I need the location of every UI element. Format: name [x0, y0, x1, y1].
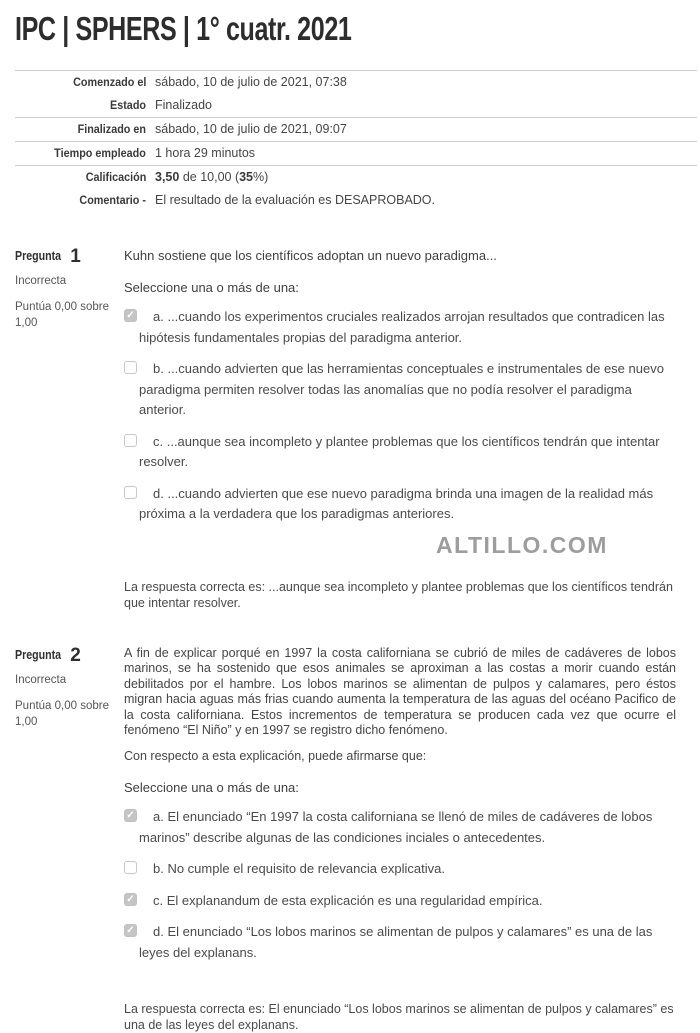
summary-label: Finalizado en	[15, 122, 146, 137]
attempt-summary-table	[15, 70, 697, 212]
summary-value: sábado, 10 de julio de 2021, 09:07	[146, 122, 347, 137]
page-title: IPC | SPHERS | 1° cuatr. 2021	[15, 10, 351, 48]
correct-answer-text: La respuesta correcta es: El enunciado “Los lobos marinos se alimentan de pulpos y calamares” es una de las leyes del explanans.	[124, 1001, 676, 1033]
grade-value: 3,50 de 10,00 (35%)	[146, 170, 268, 185]
summary-row-grade	[15, 165, 697, 189]
check-icon: ✓	[125, 894, 136, 905]
option-b	[124, 359, 676, 421]
select-prompt: Seleccione una o más de una:	[124, 280, 676, 295]
question-number: Pregunta 2	[15, 645, 124, 667]
summary-label: Calificación	[15, 170, 146, 185]
option-text: a. El enunciado “En 1997 la costa californiana se llenó de miles de cadáveres de lobos marinos” describe algunas de las condiciones inciales o antecedentes.	[139, 807, 676, 848]
summary-row-feedback	[15, 189, 697, 212]
option-a	[124, 307, 676, 348]
question-2-options	[124, 807, 676, 963]
option-text: b. ...cuando advierten que las herramientas conceptuales e instrumentales de ese nuevo paradigma permiten resolver todas las anomalías que no podía resolver el paradigma anterior.	[139, 359, 676, 421]
option-text: c. El explanandum de esta explicación es una regularidad empírica.	[139, 891, 676, 912]
option-text: c. ...aunque sea incompleto y plantee problemas que los científicos tendrán que intentar resolver.	[139, 432, 676, 473]
checkbox-option-d[interactable]	[124, 486, 137, 499]
summary-value: 1 hora 29 minutos	[146, 146, 255, 161]
page-header	[0, 0, 700, 48]
checkbox-option-c[interactable]	[124, 893, 137, 906]
checkbox-option-a[interactable]	[124, 309, 137, 322]
checkbox-option-a[interactable]	[124, 809, 137, 822]
question-2	[15, 645, 700, 1033]
question-1-info	[15, 246, 124, 611]
question-2-content	[124, 645, 682, 1033]
question-points: Puntúa 0,00 sobre 1,00	[15, 698, 115, 730]
option-text: d. El enunciado “Los lobos marinos se alimentan de pulpos y calamares” es una de las leyes del explanans.	[139, 922, 676, 963]
checkbox-option-b[interactable]	[124, 861, 137, 874]
summary-row-time-taken	[15, 141, 697, 165]
question-points: Puntúa 0,00 sobre 1,00	[15, 299, 115, 331]
summary-row-completed	[15, 117, 697, 141]
question-1	[15, 246, 700, 611]
correct-answer-text: La respuesta correcta es: ...aunque sea incompleto y plantee problemas que los científicos tendrán que intentar resolver.	[124, 579, 676, 611]
option-text: b. No cumple el requisito de relevancia explicativa.	[139, 859, 676, 880]
summary-value: sábado, 10 de julio de 2021, 07:38	[146, 75, 347, 90]
question-state: Incorrecta	[15, 674, 124, 686]
summary-label: Comentario -	[15, 193, 146, 208]
option-c	[124, 432, 676, 473]
grade-score: 3,50	[155, 170, 179, 184]
question-1-options	[124, 307, 676, 525]
summary-label: Estado	[15, 98, 146, 113]
select-prompt: Seleccione una o más de una:	[124, 780, 676, 795]
option-text: a. ...cuando los experimentos cruciales realizados arrojan resultados que contradicen las hipótesis fundamentales propias del paradigma anterior.	[139, 307, 676, 348]
summary-row-started	[15, 70, 697, 94]
checkbox-option-d[interactable]	[124, 924, 137, 937]
checkbox-option-b[interactable]	[124, 361, 137, 374]
checkbox-option-c[interactable]	[124, 434, 137, 447]
summary-value: Finalizado	[146, 98, 212, 113]
summary-value: El resultado de la evaluación es DESAPROBADO.	[146, 193, 435, 208]
question-text: Kuhn sostiene que los científicos adoptan un nuevo paradigma...	[124, 247, 676, 264]
check-icon: ✓	[125, 925, 136, 936]
option-d	[124, 922, 676, 963]
question-subtext: Con respecto a esta explicación, puede afirmarse que:	[124, 749, 676, 765]
grade-percent: 35	[239, 170, 253, 184]
option-b	[124, 859, 676, 880]
summary-row-state	[15, 94, 697, 117]
option-a	[124, 807, 676, 848]
question-text: A fin de explicar porqué en 1997 la costa californiana se cubrió de miles de cadáveres de lobos marinos, se ha sostenido que esos animales se aproximan a las costas a morir cuando están debilitados por el hambre. Los lobos marinos se alimentan de pulpos y calamares, pero éstos migran hacia aguas más frias cuando aumenta la temperatura de las aguas del océano Pacifico de la costa californiana. Estos incrementos de temperatura se producen cada vez que ocurre el fenómeno “El Niño” y en 1997 se registro dicho fenómeno.	[124, 646, 676, 739]
summary-label: Comenzado el	[15, 75, 146, 90]
question-state: Incorrecta	[15, 275, 124, 287]
option-c	[124, 891, 676, 912]
option-text: d. ...cuando advierten que ese nuevo paradigma brinda una imagen de la realidad más próxima a la verdadera que los paradigmas anteriores.	[139, 484, 676, 525]
check-icon: ✓	[125, 310, 136, 321]
option-d	[124, 484, 676, 525]
summary-label: Tiempo empleado	[15, 146, 146, 161]
question-2-info	[15, 645, 124, 1033]
question-number: Pregunta 1	[15, 246, 124, 268]
altillo-watermark: ALTILLO.COM	[436, 532, 676, 559]
check-icon: ✓	[125, 810, 136, 821]
question-1-content	[124, 246, 682, 611]
